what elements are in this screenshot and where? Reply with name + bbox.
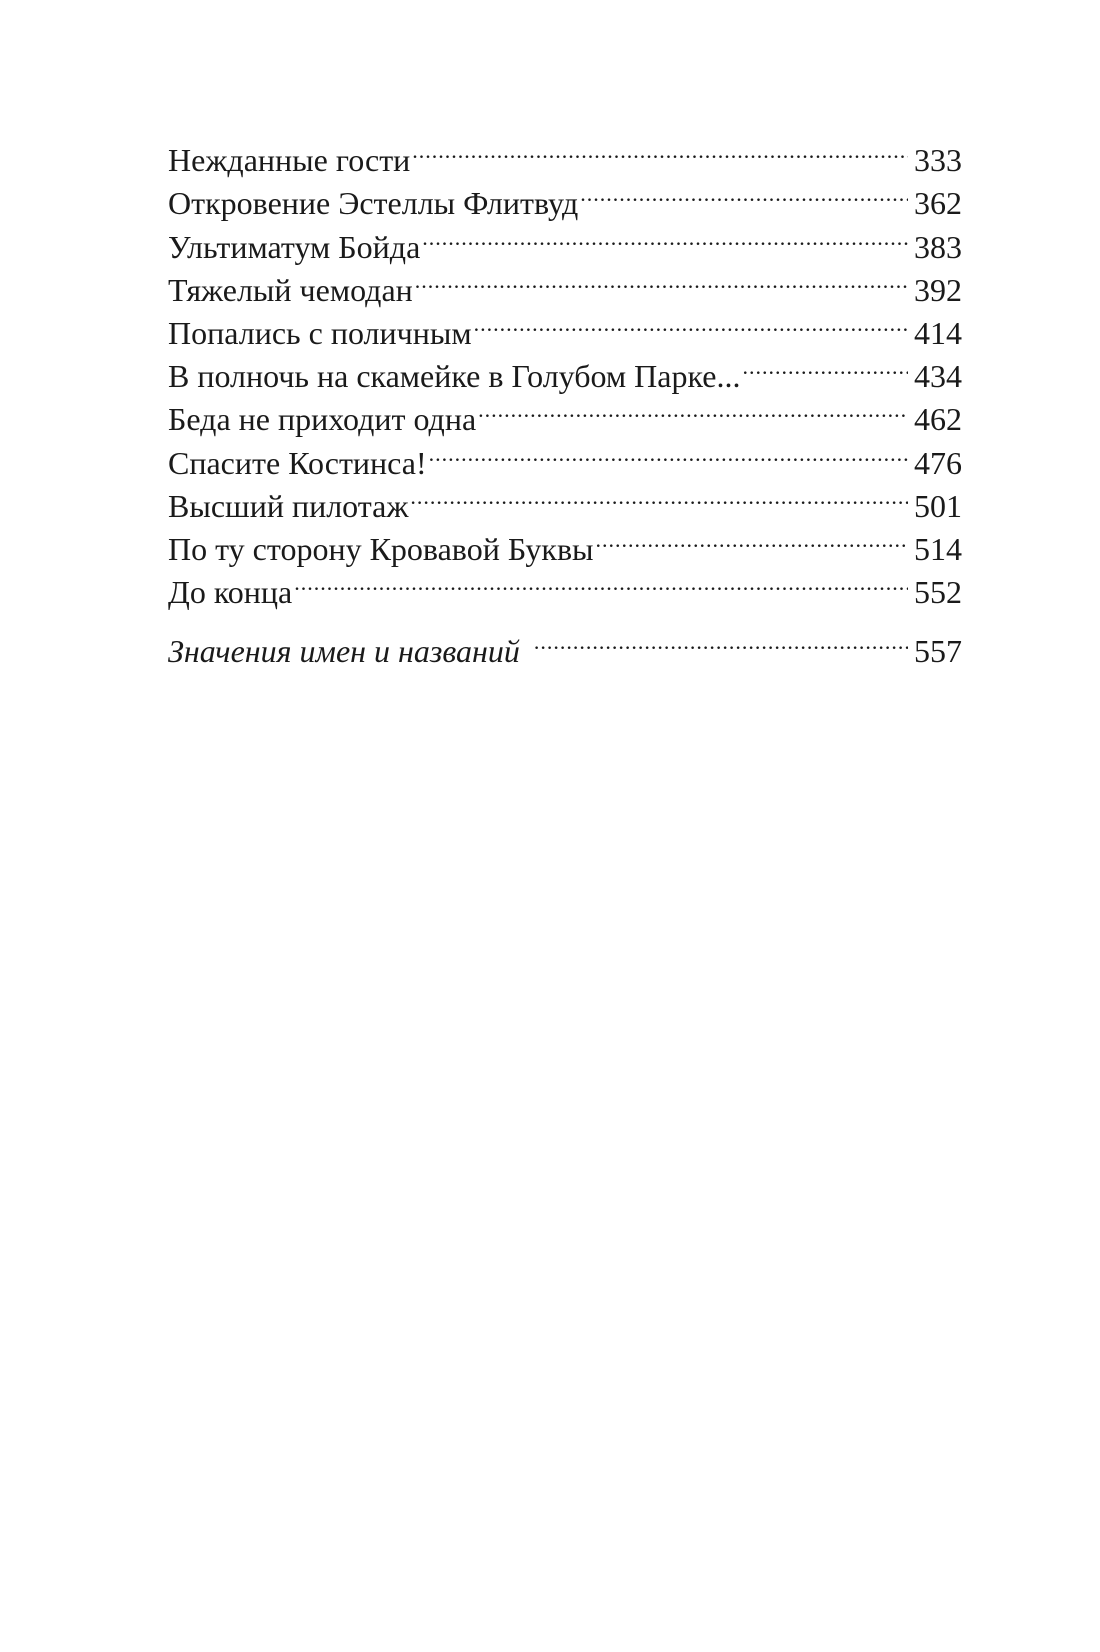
toc-entry-title: Беда не приходит одна [168,401,477,438]
toc-entry-page: 392 [914,271,962,308]
dot-leader [596,517,908,560]
dot-leader [422,214,908,257]
toc-entry-page: 434 [914,358,962,395]
toc-entry-page: 501 [914,487,962,524]
toc-entry-page: 462 [914,401,962,438]
dot-leader [478,387,908,430]
dot-leader [474,301,908,344]
toc-appendix-page: 557 [914,633,962,670]
toc-appendix-title: Значения имен и названий [168,633,520,670]
toc-entry-title: По ту сторону Кровавой Буквы [168,530,594,567]
toc-entry-title: До конца [168,574,293,611]
dot-leader [534,619,908,662]
toc-entry-title: Нежданные гости [168,142,411,179]
dot-leader [415,258,908,301]
toc-entry-page: 476 [914,444,962,481]
toc-entry-page: 333 [914,142,962,179]
toc-entry-title: Высший пилотаж [168,487,409,524]
toc-entry-title: Спасите Костинса! [168,444,427,481]
toc-entry-title: В полночь на скамейке в Голубом Парке... [168,358,741,395]
toc-entry-page: 552 [914,574,962,611]
toc-list [168,128,962,670]
dot-leader [294,560,908,603]
toc-entry-title: Попались с поличным [168,314,472,351]
toc-appendix-entry [168,619,962,670]
toc-entry-page: 362 [914,185,962,222]
toc-entry-title: Откровение Эстеллы Флитвуд [168,185,579,222]
dot-leader [412,128,908,171]
toc-entry-page: 383 [914,228,962,265]
toc-entry [168,128,962,179]
dot-leader [429,430,908,473]
toc-entry-title: Тяжелый чемодан [168,271,413,308]
dot-leader [410,474,908,517]
toc-entry-title: Ультиматум Бойда [168,228,421,265]
dot-leader [580,171,908,214]
dot-leader [742,344,908,387]
table-of-contents [168,128,962,670]
toc-entry-page: 414 [914,314,962,351]
toc-entry-page: 514 [914,530,962,567]
